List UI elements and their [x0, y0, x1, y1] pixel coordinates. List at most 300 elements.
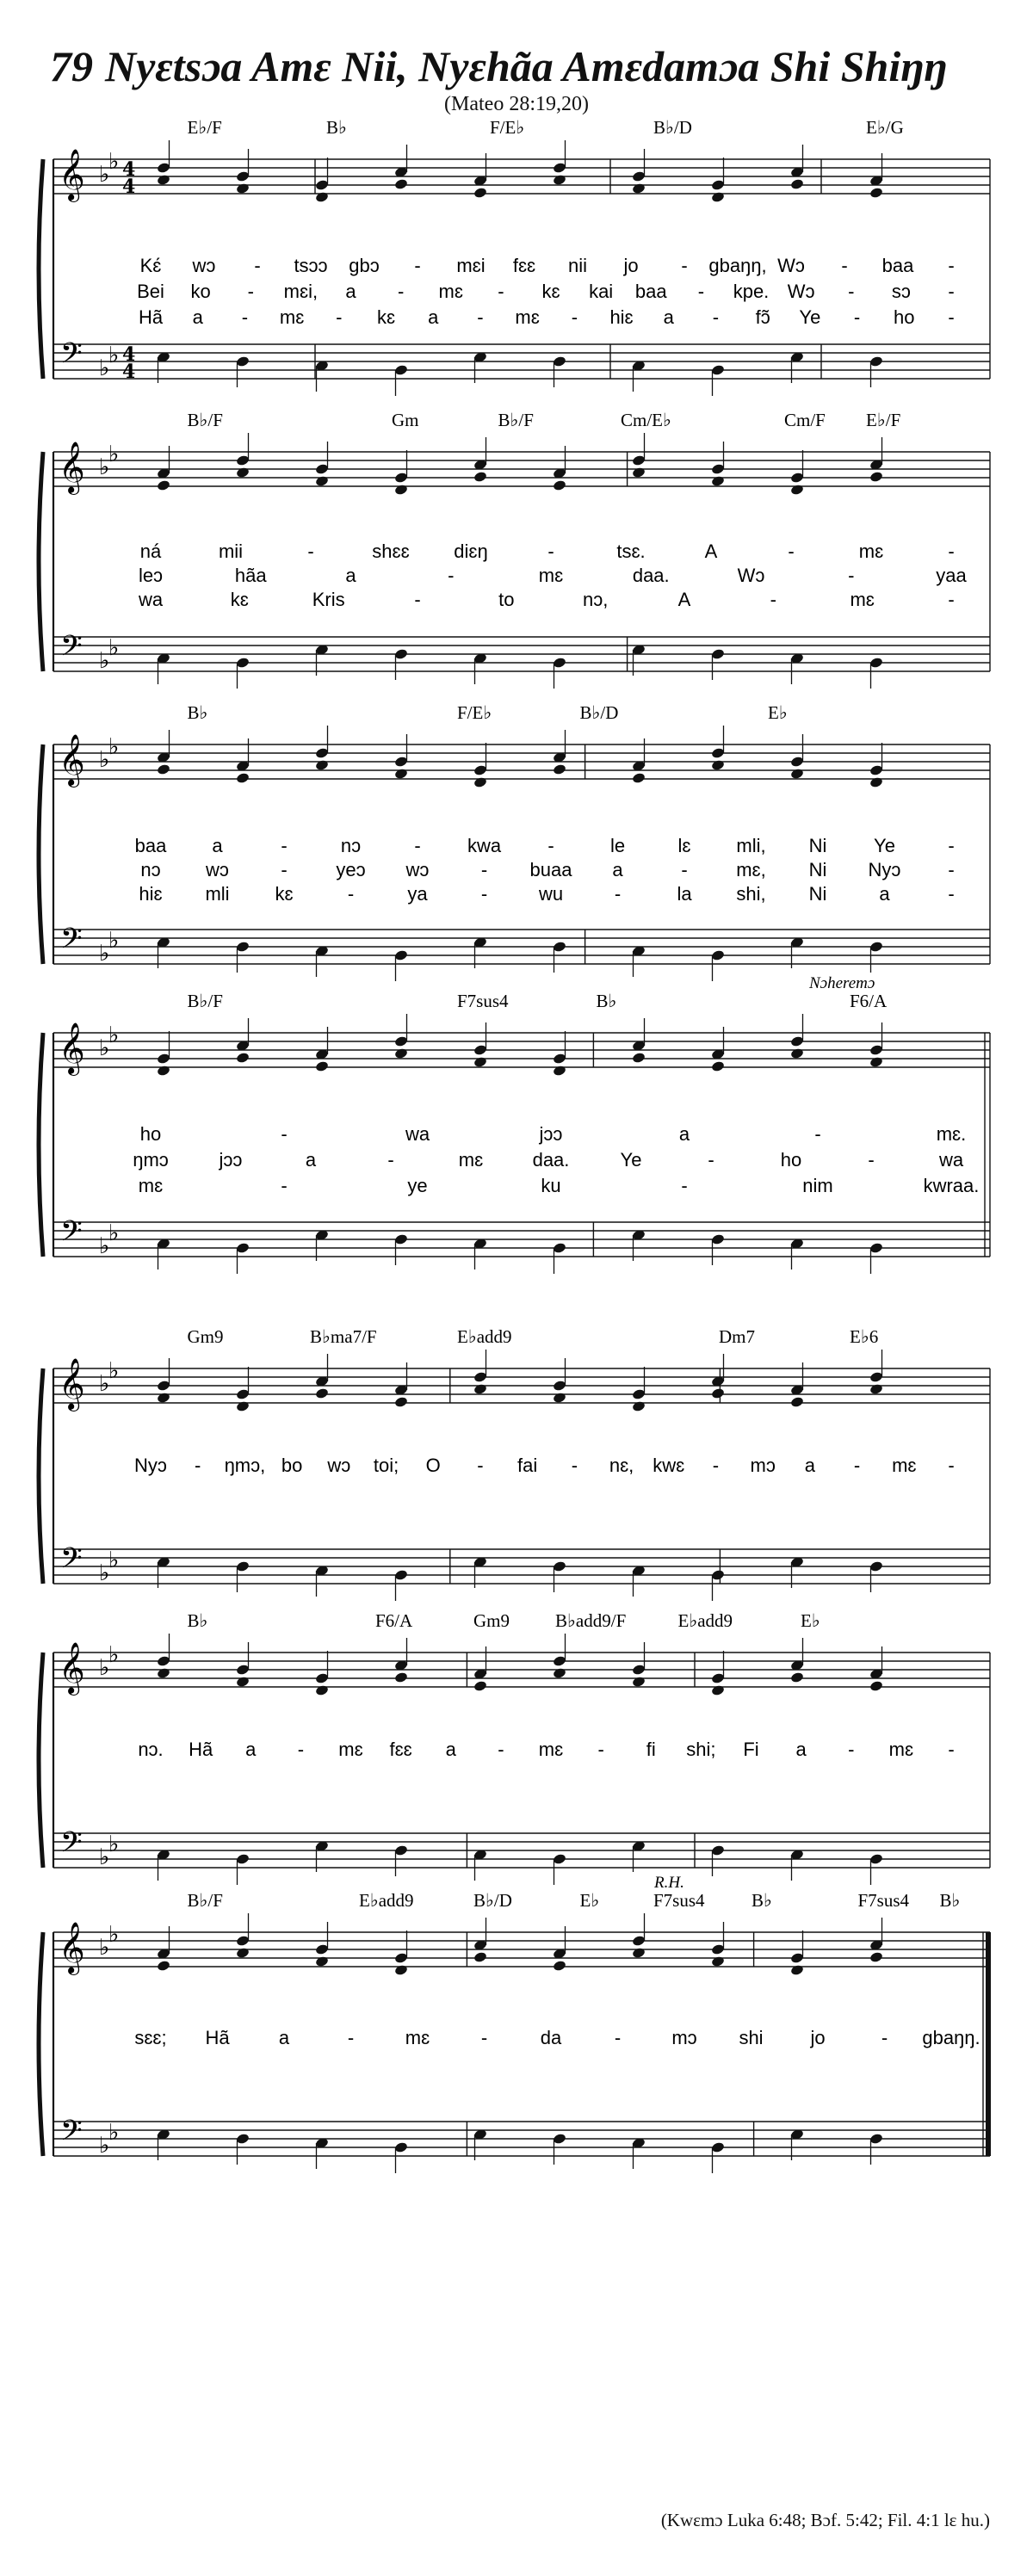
- lyric-syllable: toi;: [373, 1455, 399, 1476]
- lyric-syllable: mɔ: [750, 1455, 776, 1476]
- notehead: [869, 1056, 884, 1068]
- notehead: [236, 1560, 251, 1572]
- lyric-syllable: kai: [589, 281, 614, 302]
- lyric-syllable: mɛ: [858, 541, 884, 562]
- notehead: [790, 1035, 805, 1047]
- notehead: [869, 355, 884, 368]
- lyric-syllable: nɔ: [340, 835, 362, 856]
- notehead: [236, 170, 251, 182]
- flat-sign: ♭: [108, 1922, 120, 1948]
- lyric-syllable: Kris: [312, 589, 345, 610]
- lyric-syllable: a: [345, 565, 356, 586]
- lyric-syllable: leɔ: [138, 565, 164, 586]
- notehead: [315, 463, 330, 475]
- lyric-syllable: -: [195, 1455, 201, 1476]
- notehead: [394, 1396, 409, 1408]
- lyric-syllable: Ye: [620, 1149, 642, 1171]
- notehead: [790, 1047, 805, 1059]
- chord-symbol: F7sus4: [457, 991, 509, 1011]
- lyric-syllable: shi: [739, 2027, 764, 2048]
- notehead: [711, 179, 726, 191]
- chord-symbol: F7sus4: [653, 1890, 705, 1911]
- lyric-syllable: mɛ: [538, 565, 564, 586]
- lyric-syllable: -: [948, 306, 955, 328]
- lyric-syllable: mɛ: [279, 306, 305, 328]
- brace: [39, 452, 43, 671]
- notehead: [157, 1655, 171, 1667]
- lyric-syllable: Ye: [874, 835, 895, 856]
- lyric-syllable: nɛ,: [609, 1455, 634, 1476]
- notehead: [236, 1400, 251, 1412]
- lyric-syllable: -: [448, 565, 455, 586]
- notehead: [394, 1964, 409, 1976]
- lyric-syllable: mɛ: [888, 1739, 914, 1760]
- notehead: [236, 941, 251, 953]
- time-signature-bottom: 4: [122, 361, 136, 383]
- lyric-syllable: bo: [281, 1455, 303, 1476]
- notehead: [315, 1943, 330, 1955]
- notehead: [553, 1065, 567, 1077]
- chord-symbol: B♭: [187, 1610, 208, 1631]
- notehead: [553, 1960, 567, 1972]
- lyric-syllable: ye: [407, 1175, 428, 1196]
- notehead: [711, 191, 726, 203]
- lyric-syllable: a: [245, 1739, 257, 1760]
- notehead: [869, 776, 884, 788]
- chord-symbol: E♭add9: [359, 1890, 414, 1911]
- notehead: [790, 1952, 805, 1964]
- notehead: [869, 941, 884, 953]
- lyric-syllable: a: [428, 306, 439, 328]
- lyric-syllable: Wɔ: [777, 255, 805, 276]
- notehead: [236, 1052, 251, 1064]
- notehead: [157, 479, 171, 491]
- lyric-syllable: -: [948, 835, 955, 856]
- flat-sign: ♭: [108, 1022, 120, 1048]
- lyric-syllable: -: [571, 1455, 578, 1476]
- brace: [39, 159, 43, 379]
- chord-symbol: B♭/F: [187, 410, 223, 430]
- notehead: [869, 1560, 884, 1572]
- lyric-syllable: lɛ: [677, 835, 691, 856]
- treble-clef-icon: 𝄞: [59, 149, 85, 201]
- lyric-syllable: ko: [190, 281, 211, 302]
- lyric-syllable: -: [477, 1455, 484, 1476]
- notehead: [236, 1242, 251, 1254]
- notehead: [632, 1052, 646, 1064]
- treble-clef-icon: 𝄞: [59, 1022, 85, 1074]
- notehead: [236, 355, 251, 368]
- notehead: [553, 1655, 567, 1667]
- notehead: [790, 178, 805, 190]
- chord-symbol: B♭/F: [187, 1890, 223, 1911]
- chord-symbol: B♭: [752, 1890, 772, 1911]
- system-7: [39, 1874, 990, 2173]
- system-5: [39, 1326, 990, 1601]
- lyric-syllable: mii: [218, 541, 244, 562]
- lyric-syllable: yaa: [936, 565, 967, 586]
- lyric-syllable: fi: [646, 1739, 656, 1760]
- notehead: [394, 756, 409, 768]
- treble-clef-icon: 𝄞: [59, 734, 85, 786]
- lyric-syllable: -: [347, 2027, 355, 2048]
- lyric-syllable: shi,: [736, 883, 766, 905]
- notehead: [869, 1853, 884, 1865]
- notehead: [711, 2141, 726, 2153]
- brace: [39, 1368, 43, 1584]
- lyric-syllable: Hã: [205, 2027, 230, 2048]
- chord-symbol: Gm9: [187, 1326, 224, 1347]
- notehead: [869, 471, 884, 483]
- chord-symbol: F/E♭: [457, 702, 492, 723]
- lyric-syllable: daa.: [532, 1149, 570, 1171]
- lyric-syllable: -: [387, 1149, 394, 1171]
- notehead: [236, 454, 251, 466]
- notehead: [473, 1371, 488, 1383]
- flat-sign: ♭: [99, 1655, 110, 1681]
- lyric-syllable: -: [853, 306, 861, 328]
- lyric-syllable: ho: [139, 1123, 162, 1145]
- notehead: [869, 1044, 884, 1056]
- notehead: [236, 1664, 251, 1676]
- lyric-syllable: -: [297, 1739, 305, 1760]
- lyric-syllable: -: [948, 1455, 955, 1476]
- flat-sign: ♭: [108, 635, 120, 661]
- system-6: [39, 1610, 990, 1885]
- notehead: [790, 1396, 805, 1408]
- brace: [39, 1932, 43, 2156]
- notehead: [711, 949, 726, 961]
- lyric-syllable: sɔ: [891, 281, 911, 302]
- lyric-syllable: mli: [205, 883, 230, 905]
- lyric-syllable: wɔ: [327, 1455, 351, 1476]
- notehead: [711, 1844, 726, 1856]
- lyric-syllable: kɛ: [376, 306, 396, 328]
- lyric-syllable: -: [281, 859, 288, 880]
- notehead: [236, 1388, 251, 1400]
- lyric-syllable: Hã: [138, 306, 164, 328]
- notehead: [315, 1955, 330, 1968]
- lyric-syllable: -: [241, 306, 249, 328]
- notehead: [869, 1383, 884, 1395]
- flat-sign: ♭: [108, 1832, 120, 1857]
- notehead: [553, 1380, 567, 1392]
- notehead: [394, 1844, 409, 1856]
- treble-clef-icon: 𝄞: [59, 1922, 85, 1974]
- chord-symbol: E♭: [801, 1610, 820, 1631]
- lyric-syllable: ho: [780, 1149, 802, 1171]
- chord-symbol: E♭: [579, 1890, 600, 1911]
- lyric-syllable: le: [609, 835, 626, 856]
- chord-symbol: Dm7: [719, 1326, 755, 1347]
- lyric-syllable: a: [663, 306, 674, 328]
- lyric-syllable: -: [681, 859, 688, 880]
- notehead: [394, 1035, 409, 1047]
- notehead: [632, 1400, 646, 1412]
- flat-sign: ♭: [99, 1035, 110, 1061]
- notehead: [553, 479, 567, 491]
- notehead: [553, 2133, 567, 2145]
- bass-clef-icon: 𝄢: [60, 630, 83, 670]
- flat-sign: ♭: [99, 747, 110, 773]
- notehead: [869, 1680, 884, 1692]
- lyric-syllable: a: [804, 1455, 816, 1476]
- lyric-syllable: mɛi,: [283, 281, 319, 302]
- lyric-syllable: shi;: [686, 1739, 716, 1760]
- notehead: [157, 1380, 171, 1392]
- lyric-syllable: Ye: [799, 306, 821, 328]
- lyric-syllable: -: [681, 255, 688, 276]
- notehead: [869, 657, 884, 669]
- notehead: [473, 1044, 488, 1056]
- lyric-syllable: hãa: [234, 565, 267, 586]
- lyric-syllable: -: [480, 883, 488, 905]
- lyric-syllable: mɛi: [456, 255, 486, 276]
- flat-sign: ♭: [99, 2133, 110, 2159]
- lyric-syllable: yeɔ: [336, 859, 366, 880]
- chord-symbol: B♭: [187, 702, 208, 723]
- flat-sign: ♭: [99, 454, 110, 480]
- lyric-syllable: A: [704, 541, 718, 562]
- lyric-syllable: -: [547, 835, 554, 856]
- lyric-syllable: -: [868, 1149, 875, 1171]
- lyric-syllable: -: [281, 1123, 288, 1145]
- lyric-syllable: -: [712, 306, 720, 328]
- lyric-syllable: A: [677, 589, 691, 610]
- flat-sign: ♭: [108, 1642, 120, 1668]
- lyric-syllable: -: [848, 281, 855, 302]
- lyric-syllable: wɔ: [405, 859, 430, 880]
- notehead: [473, 1951, 488, 1963]
- lyric-syllable: da: [540, 2027, 562, 2048]
- lyric-syllable: ŋmɔ,: [224, 1455, 266, 1476]
- lyric-syllable: Nyɔ: [868, 859, 901, 880]
- lyric-syllable: kɛ: [275, 883, 294, 905]
- lyric-syllable: mɛ,: [736, 859, 766, 880]
- notehead: [315, 1684, 330, 1696]
- notehead: [236, 1676, 251, 1688]
- notehead: [473, 1383, 488, 1395]
- lyric-syllable: kwraa.: [923, 1175, 980, 1196]
- scripture-reference: (Mateo 28:19,20): [444, 93, 589, 115]
- notehead: [394, 484, 409, 496]
- notehead: [790, 756, 805, 768]
- lyric-syllable: -: [948, 1739, 955, 1760]
- lyric-syllable: daa.: [632, 565, 670, 586]
- notehead: [711, 463, 726, 475]
- performance-direction: Nɔheremɔ: [809, 974, 875, 992]
- notehead: [394, 1569, 409, 1581]
- lyric-syllable: -: [848, 1739, 855, 1760]
- lyric-syllable: Wɔ: [787, 281, 815, 302]
- lyric-syllable: wa: [938, 1149, 964, 1171]
- notehead: [711, 1233, 726, 1245]
- bass-clef-icon: 𝄢: [60, 1826, 83, 1866]
- notehead: [790, 768, 805, 780]
- notehead: [632, 1935, 646, 1947]
- notehead: [711, 364, 726, 376]
- time-signature-top: 4: [122, 158, 136, 181]
- lyric-syllable: -: [571, 306, 578, 328]
- lyric-syllable: Bei: [137, 281, 164, 302]
- lyric-syllable: a: [795, 1739, 807, 1760]
- lyric-syllable: -: [498, 1739, 504, 1760]
- notehead: [711, 1060, 726, 1072]
- flat-sign: ♭: [108, 1547, 120, 1573]
- chord-symbol: B♭add9/F: [555, 1610, 627, 1631]
- lyric-syllable: kɛ: [541, 281, 560, 302]
- chord-symbol: E♭: [768, 702, 788, 723]
- notehead: [790, 1964, 805, 1976]
- notehead: [315, 475, 330, 487]
- chord-symbol: B♭/F: [498, 410, 534, 430]
- lyric-syllable: kwa: [467, 835, 502, 856]
- notehead: [553, 1853, 567, 1865]
- notehead: [632, 1676, 646, 1688]
- notehead: [236, 1853, 251, 1865]
- notehead: [632, 182, 646, 195]
- lyric-syllable: -: [948, 255, 955, 276]
- brace: [39, 1652, 43, 1868]
- lyric-syllable: -: [307, 541, 314, 562]
- lyric-syllable: -: [848, 565, 855, 586]
- notehead: [632, 772, 646, 784]
- lyric-syllable: mɛ: [892, 1455, 917, 1476]
- notehead: [553, 1053, 567, 1065]
- lyric-syllable: -: [770, 589, 776, 610]
- lyric-syllable: -: [697, 281, 705, 302]
- chord-symbol: Cm/F: [784, 410, 826, 430]
- bass-clef-icon: 𝄢: [60, 2115, 83, 2154]
- notehead: [473, 1056, 488, 1068]
- notehead: [236, 1947, 251, 1959]
- lyric-syllable: ku: [541, 1175, 561, 1196]
- notehead: [157, 1053, 171, 1065]
- notehead: [394, 1671, 409, 1683]
- bass-clef-icon: 𝄢: [60, 337, 83, 377]
- notehead: [236, 2133, 251, 2145]
- notehead: [711, 759, 726, 771]
- time-signature-top: 4: [122, 343, 136, 366]
- lyric-syllable: tsɛ.: [616, 541, 646, 562]
- notehead: [711, 1672, 726, 1684]
- notehead: [790, 1671, 805, 1683]
- lyric-syllable: -: [281, 835, 288, 856]
- lyric-syllable: a: [212, 835, 223, 856]
- notehead: [394, 768, 409, 780]
- notehead: [869, 2133, 884, 2145]
- flat-sign: ♭: [99, 648, 110, 674]
- notehead: [157, 1667, 171, 1679]
- lyric-syllable: gbaŋŋ,: [708, 255, 767, 276]
- flat-sign: ♭: [99, 1935, 110, 1961]
- system-2: [39, 410, 990, 689]
- notehead: [315, 179, 330, 191]
- notehead: [869, 764, 884, 776]
- chord-symbol: E♭add9: [677, 1610, 733, 1631]
- time-signature-bottom: 4: [122, 176, 136, 198]
- lyric-syllable: tsɔɔ: [294, 255, 328, 276]
- notehead: [394, 364, 409, 376]
- flat-sign: ♭: [99, 1560, 110, 1586]
- lyric-syllable: a: [879, 883, 890, 905]
- chord-symbol: B♭: [326, 117, 347, 138]
- bass-clef-icon: 𝄢: [60, 923, 83, 962]
- notehead: [394, 1233, 409, 1245]
- flat-sign: ♭: [108, 149, 120, 175]
- flat-sign: ♭: [99, 162, 110, 188]
- lyric-syllable: wa: [405, 1123, 430, 1145]
- flat-sign: ♭: [99, 1371, 110, 1397]
- lyric-syllable: sɛɛ;: [134, 2027, 167, 2048]
- chord-symbol: B♭: [939, 1890, 961, 1911]
- lyric-syllable: to: [498, 589, 515, 610]
- notehead: [394, 472, 409, 484]
- notehead: [869, 1371, 884, 1383]
- lyric-syllable: hiɛ: [139, 883, 163, 905]
- notehead: [711, 1387, 726, 1399]
- lyric-syllable: wɔ: [206, 859, 229, 880]
- lyric-syllable: jo: [810, 2027, 826, 2048]
- flat-sign: ♭: [108, 928, 120, 954]
- lyric-syllable: hiɛ: [609, 306, 634, 328]
- lyric-syllable: -: [614, 883, 622, 905]
- notehead: [157, 1065, 171, 1077]
- chord-symbol: B♭/F: [187, 991, 223, 1011]
- lyric-syllable: kɛ: [230, 589, 249, 610]
- notehead: [553, 174, 567, 186]
- lyric-syllable: nim: [802, 1175, 833, 1196]
- lyric-syllable: wu: [538, 883, 564, 905]
- notehead: [236, 772, 251, 784]
- notehead: [553, 1667, 567, 1679]
- chord-symbol: F7sus4: [857, 1890, 910, 1911]
- lyric-syllable: -: [498, 281, 504, 302]
- lyric-syllable: wa: [138, 589, 164, 610]
- lyric-syllable: mɛ: [538, 1739, 564, 1760]
- notehead: [553, 1242, 567, 1254]
- notehead: [394, 2141, 409, 2153]
- lyric-syllable: Ni: [808, 883, 827, 905]
- notehead: [473, 1680, 488, 1692]
- flat-sign: ♭: [108, 734, 120, 760]
- notehead: [473, 187, 488, 199]
- lyric-syllable: Wɔ: [737, 565, 765, 586]
- lyric-syllable: kpe.: [733, 281, 770, 302]
- lyric-syllable: baa: [881, 255, 914, 276]
- notehead: [315, 747, 330, 759]
- lyric-syllable: -: [597, 1739, 604, 1760]
- lyric-syllable: -: [712, 1455, 720, 1476]
- lyric-syllable: -: [881, 2027, 888, 2048]
- lyric-syllable: fɔ̃: [755, 306, 770, 328]
- lyric-syllable: -: [948, 281, 955, 302]
- notehead: [632, 1664, 646, 1676]
- flat-sign: ♭: [108, 343, 120, 368]
- treble-clef-icon: 𝄞: [59, 1358, 85, 1410]
- chord-symbol: Gm: [392, 410, 419, 430]
- notehead: [236, 182, 251, 195]
- chord-symbol: F6/A: [850, 991, 888, 1011]
- lyric-syllable: wɔ: [192, 255, 216, 276]
- notehead: [711, 1569, 726, 1581]
- lyric-syllable: jo: [623, 255, 639, 276]
- notehead: [711, 747, 726, 759]
- notehead: [553, 1392, 567, 1404]
- notehead: [790, 472, 805, 484]
- lyric-syllable: gbɔ: [349, 255, 380, 276]
- treble-clef-icon: 𝄞: [59, 442, 85, 493]
